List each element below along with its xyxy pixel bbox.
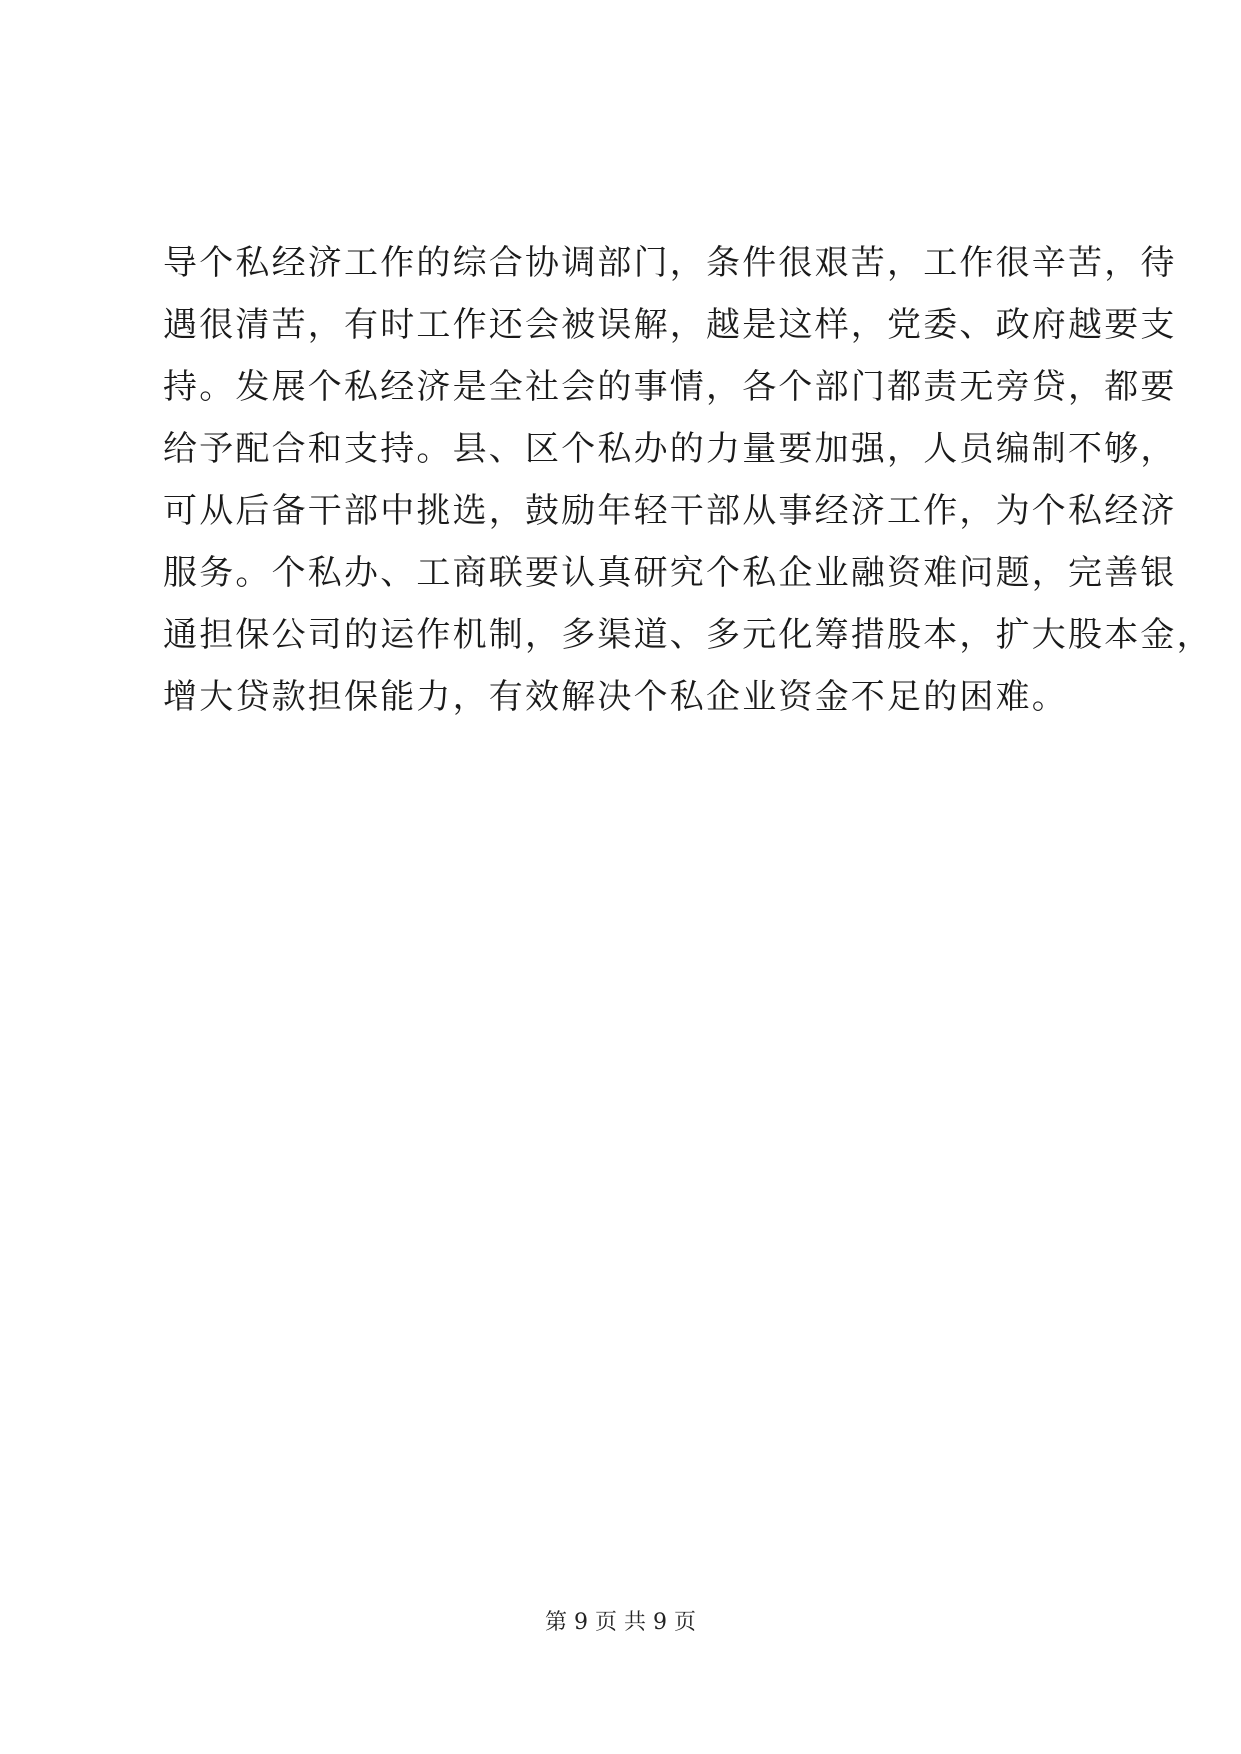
paragraph-line-4: 给予配合和支持。县、区个私办的力量要加强，人员编制不够， [163,429,1177,469]
paragraph-line-8: 增大贷款担保能力，有效解决个私企业资金不足的困难。 [163,677,1068,717]
paragraph-line-6: 服务。个私办、工商联要认真研究个私企业融资难问题，完善银 [163,553,1177,593]
paragraph-line-2: 遇很清苦，有时工作还会被误解，越是这样，党委、政府越要支 [163,305,1177,345]
paragraph-line-5: 可从后备干部中挑选，鼓励年轻干部从事经济工作，为个私经济 [163,491,1177,531]
page-number-footer: 第 9 页 共 9 页 [545,1610,696,1635]
paragraph-line-3: 持。发展个私经济是全社会的事情，各个部门都责无旁贷，都要 [163,367,1177,407]
paragraph-line-1: 导个私经济工作的综合协调部门，条件很艰苦，工作很辛苦，待 [163,243,1177,283]
body-paragraph [163,232,1213,728]
paragraph-line-7: 通担保公司的运作机制，多渠道、多元化筹措股本，扩大股本金， [163,615,1213,655]
